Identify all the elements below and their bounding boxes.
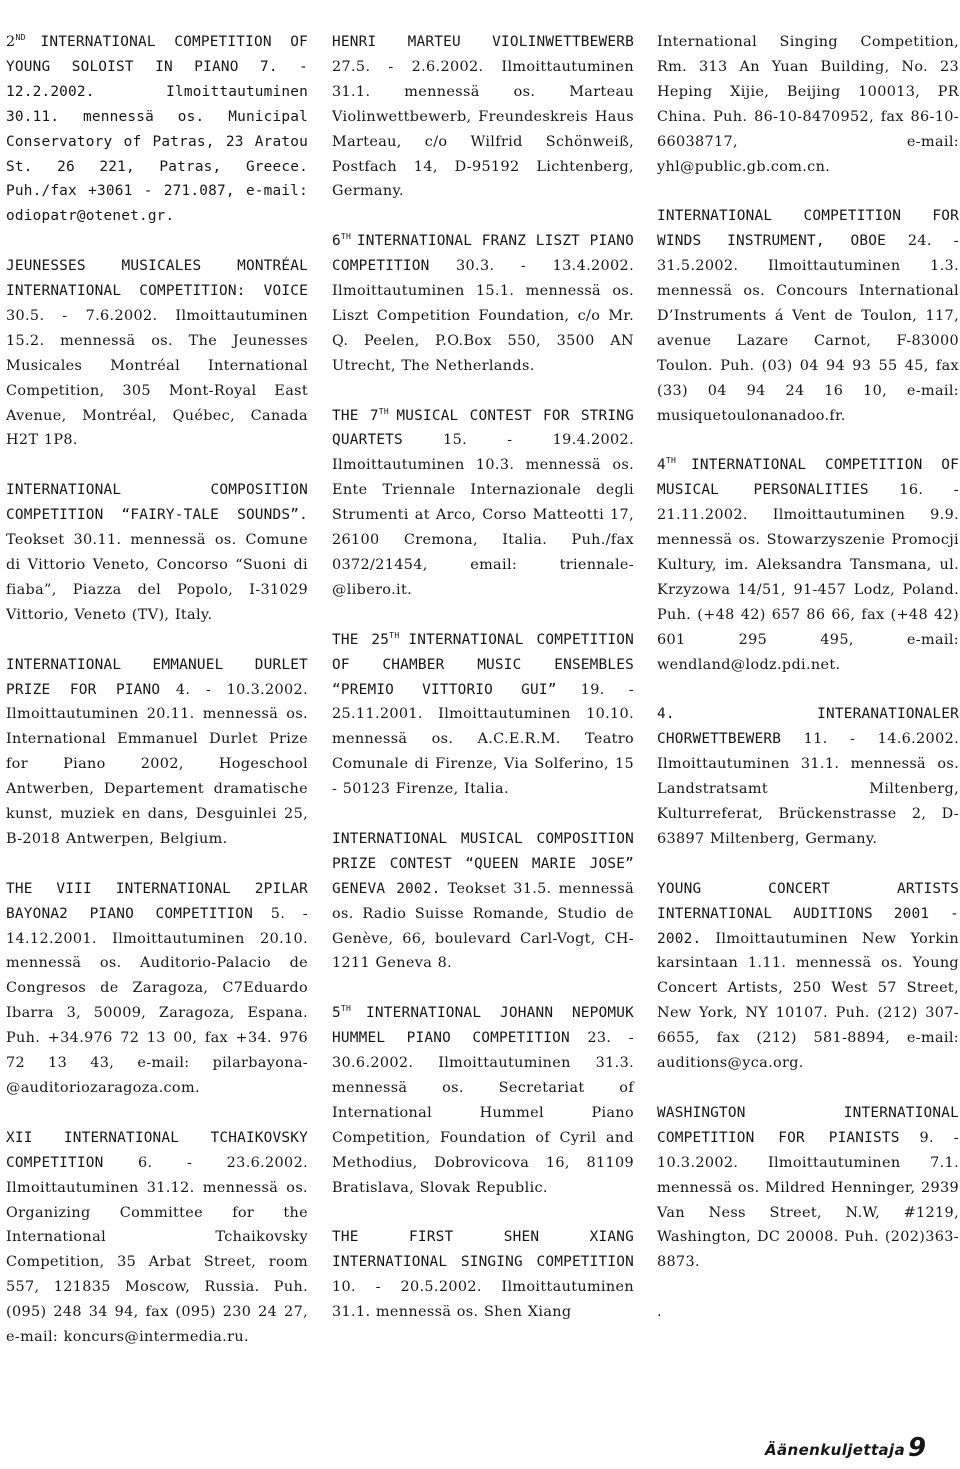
entry (657, 453, 959, 677)
entry-body: . (657, 1304, 662, 1321)
entry (332, 1225, 634, 1325)
entry-heading: INTERNATIONAL COMPETITION OF MUSICAL PERSONALITIES (657, 457, 959, 499)
entry-prefix: THE 25 (332, 631, 390, 648)
entry-heading: WASHINGTON INTERNATIONAL COMPETITION FOR PIANISTS (657, 1104, 959, 1146)
entry-ordinal: 2 (6, 34, 16, 50)
entry-heading: INTERNATIONAL COMPOSITION COMPETITION “FAIRY-TALE SOUNDS”. (6, 482, 308, 524)
entry (332, 827, 634, 976)
entry (332, 229, 634, 378)
entry-body: 4. - 10.3.2002. Ilmoittautuminen 20.11. mennessä os. International Emmanuel Durlet Prize for Piano 2002, Hogeschool Antwerben, Departement dramatische kunst, muziek en dans, Desguinlei 25, B-2018 Antwerpen, Belgium. (6, 681, 308, 847)
entry-ordinal: 5 (332, 1005, 341, 1022)
entry-heading: THE VIII INTERNATIONAL 2PILAR BAYONA2 PIANO COMPETITION (6, 880, 308, 922)
entry (332, 628, 634, 802)
entry-heading: JEUNESSES MUSICALES MONTRÉAL INTERNATIONAL COMPETITION: VOICE (6, 258, 308, 300)
entry (6, 478, 308, 627)
publication-title: Äänenkuljettaja (765, 1441, 906, 1459)
entry-ordinal-suffix: ND (15, 33, 26, 42)
entry (6, 653, 308, 852)
entry-heading: XII INTERNATIONAL TCHAIKOVSKY COMPETITION (6, 1129, 308, 1171)
entry-heading: INTERNATIONAL FRANZ LISZT PIANO COMPETITION (332, 233, 634, 275)
entry (657, 30, 959, 179)
entry-heading: INTERNATIONAL COMPETITION OF CHAMBER MUSIC ENSEMBLES “PREMIO VITTORIO GUI” (332, 631, 634, 698)
entry-heading: 4. INTERANATIONALER CHORWETTBEWERB (657, 706, 959, 748)
entry-heading: THE FIRST SHEN XIANG INTERNATIONAL SINGING COMPETITION (332, 1229, 634, 1271)
entry-ordinal: 6 (332, 233, 341, 250)
column-2 (332, 30, 634, 1350)
column-3 (657, 30, 959, 1350)
entry-body: Teokset 31.5. mennessä os. Radio Suisse Romande, Studio de Genève, 66, boulevard Carl-Vogt, CH-1211 Geneva 8. (332, 880, 635, 972)
entry (657, 877, 959, 1076)
entry (332, 1001, 634, 1200)
column-1 (6, 30, 308, 1375)
entry-body: 23. - 30.6.2002. Ilmoittautuminen 31.3. mennessä os. Secretariat of International Hummel Piano Competition, Foundation of Cyril and Methodius, Dobrovicova 16, 81109 Bratislava, Slovak Republic. (332, 1030, 634, 1196)
entry-body: 6. - 23.6.2002. Ilmoittautuminen 31.12. mennessä os. Organizing Committee for the International Tchaikovsky Competition, 35 Arbat Street, room 557, 121835 Moscow, Russia. Puh. (095) 248 34 94, fax (095) 230 24 27, e-mail: koncurs@intermedia.ru. (6, 1154, 308, 1346)
entry (657, 204, 959, 428)
entry (332, 30, 634, 204)
entry-body: 11. - 14.6.2002. Ilmoittautuminen 31.1. mennessä os. Landstratsamt Miltenberg, Kulturreferat, Brückenstrasse 2, D-63897 Miltenberg, Germany. (657, 731, 959, 847)
page-number: 9 (908, 1433, 927, 1463)
entry-body: Ilmoittautuminen New Yorkin karsintaan 1.11. mennessä os. Young Concert Artists, 250 West 57 Street, New York, NY 10107. Puh. (212) 307-6655, fax (212) 581-8894, e-mail: auditions@yca.org. (657, 930, 959, 1072)
entry (657, 702, 959, 851)
entry-heading: MUSICAL CONTEST FOR STRING QUARTETS (332, 407, 634, 449)
entry (332, 404, 634, 603)
entry-ordinal-suffix: TH (665, 456, 677, 466)
entry-heading: INTERNATIONAL JOHANN NEPOMUK HUMMEL PIANO COMPETITION (332, 1005, 634, 1047)
entry (6, 254, 308, 453)
entry (6, 1126, 308, 1350)
entry-heading: YOUNG CONCERT ARTISTS INTERNATIONAL AUDITIONS 2001 - 2002. (657, 880, 959, 947)
entry-body: 27.5. - 2.6.2002. Ilmoittautuminen 31.1. mennessä os. Marteau Violinwettbewerb, Freundeskreis Haus Marteau, c/o Wilfrid Schönweiß, Postfach 14, D-95192 Lichtenberg, Germany. (332, 58, 634, 200)
entry-body: International Singing Competition, Rm. 313 An Yuan Building, No. 23 Heping Xijie, Beijing 100013, PR China. Puh. 86-10-8470952, fax 86-10-66038717, e-mail: yhl@public.gb.com.cn. (657, 34, 959, 175)
entry-body: 5. - 14.12.2001. Ilmoittautuminen 20.10. mennessä os. Auditorio-Palacio de Congresos de Zaragoza, C7Eduardo Ibarra 3, 50009, Zaragoza, Espana. Puh. +34.976 72 13 00, fax +34. 976 72 13 43, e-mail: pilarbayona-@auditoriozaragoza.com. (6, 905, 308, 1096)
entry-body: 19. - 25.11.2001. Ilmoittautuminen 10.10. mennessä os. A.C.E.R.M. Teatro Comunale di Firenze, Via Solferino, 15 - 50123 Firenze, Italia. (332, 681, 634, 798)
entry-body: 24. - 31.5.2002. Ilmoittautuminen 1.3. mennessä os. Concours International D’Instruments á Vent de Toulon, 117, avenue Lazare Carnot, F-83000 Toulon. Puh. (03) 04 94 93 55 45, fax (33) 04 94 24 16 10, e-mail: musiquetoulonanadoo.fr. (657, 233, 959, 424)
entry-heading: HENRI MARTEU VIOLINWETTBEWERB (332, 34, 634, 50)
entry-body: 16. - 21.11.2002. Ilmoittautuminen 9.9. mennessä os. Stowarzyszenie Promocji Kultury, im. Aleksandra Tansmana, ul. Krzyzowa 14/51, 91-457 Lodz, Poland. Puh. (+48 42) 657 86 66, fax (+48 42) 601 295 495, e-mail: wendland@lodz.pdi.net. (657, 482, 959, 673)
entry-prefix: THE 7 (332, 407, 379, 424)
entry-body: INTERNATIONAL COMPETITION OF YOUNG SOLOIST IN PIANO 7. - 12.2.2002. Ilmoittautuminen 30.11. mennessä os. Municipal Conservatory of Patras, 23 Aratou St. 26 221, Patras, Greece. Puh./fax +3061 - 271.087, e-mail: odiopatr@otenet.gr. (6, 34, 309, 225)
entry (657, 1300, 959, 1325)
entry-body: 9. - 10.3.2002. Ilmoittautuminen 7.1. mennessä os. Mildred Henninger, 2939 Van Ness Street, N.W, #1219, Washington, DC 20008. Puh. (202)363-8873. (657, 1129, 960, 1271)
entry-ordinal: 4 (657, 457, 666, 474)
page-footer (760, 1433, 960, 1463)
entry (6, 30, 308, 229)
entry (657, 1101, 959, 1275)
entry-heading: INTERNATIONAL EMMANUEL DURLET PRIZE FOR PIANO (6, 656, 308, 698)
entry-body: 30.5. - 7.6.2002. Ilmoittautuminen 15.2. mennessä os. The Jeunesses Musicales Montréal International Competition, 305 Mont-Royal East Avenue, Montréal, Québec, Canada H2T 1P8. (6, 307, 308, 449)
entry-body: Teokset 30.11. mennessä os. Comune di Vittorio Veneto, Concorso “Suoni di fiaba”, Piazza del Popolo, I-31029 Vittorio, Veneto (TV), Italy. (6, 532, 308, 623)
entry (6, 877, 308, 1101)
entry-ordinal-suffix: TH (389, 630, 400, 640)
entry-ordinal-suffix: TH (340, 1004, 352, 1014)
entry-body: 30.3. - 13.4.2002. Ilmoittautuminen 15.1. mennessä os. Liszt Competition Foundation, c/o Mr. Q. Peelen, P.O.Box 550, 3500 AN Utrecht, The Netherlands. (332, 258, 634, 374)
entry-body: 15. - 19.4.2002. Ilmoittautuminen 10.3. mennessä os. Ente Triennale Internazionale degli Strumenti at Arco, Corso Matteotti 17, 26100 Cremona, Italia. Puh./fax 0372/21454, email: triennale-@libero.it. (332, 432, 634, 598)
entry-body: 10. - 20.5.2002. Ilmoittautuminen 31.1. mennessä os. Shen Xiang (332, 1279, 634, 1321)
entry-ordinal-suffix: TH (378, 406, 390, 416)
entry-heading: INTERNATIONAL MUSICAL COMPOSITION PRIZE CONTEST “QUEEN MARIE JOSE” GENEVA 2002. (332, 830, 634, 897)
entry-ordinal-suffix: TH (340, 232, 352, 242)
entry-heading: INTERNATIONAL COMPETITION FOR WINDS INSTRUMENT, OBOE (657, 208, 959, 250)
